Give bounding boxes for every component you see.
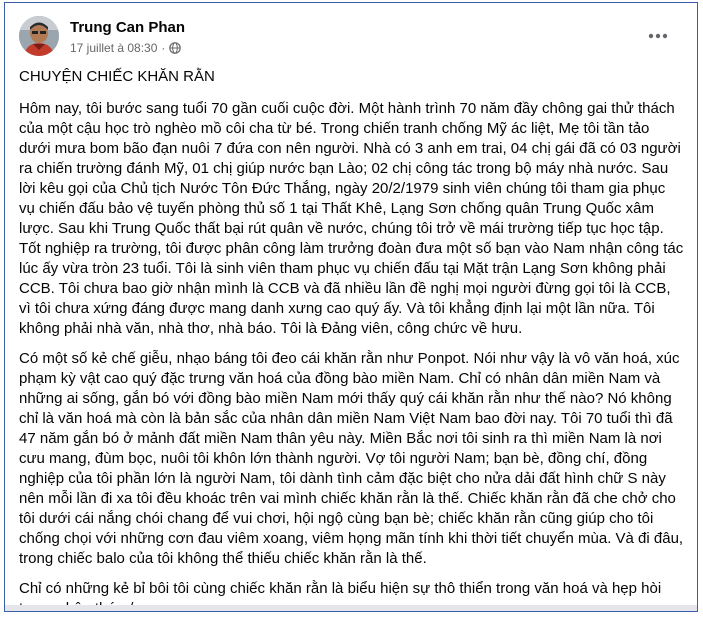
post-header <box>19 16 683 62</box>
post-meta <box>70 41 181 55</box>
globe-icon[interactable] <box>169 42 181 54</box>
author-name[interactable]: Trung Can Phan <box>70 19 186 36</box>
post-title: CHUYỆN CHIẾC KHĂN RẰN <box>19 68 215 85</box>
card-bottom-divider <box>5 605 697 611</box>
author-avatar[interactable] <box>19 16 59 56</box>
post-paragraph-3: Chỉ có những kẻ bỉ bôi tôi cùng chiếc khăn rằn là biểu hiện sự thô thiển trong văn hoá và hẹp hòi <box>19 580 662 597</box>
post-card <box>4 2 698 612</box>
more-options-icon[interactable] <box>643 24 673 48</box>
post-paragraph-1: Hôm nay, tôi bước sang tuổi 70 gần cuối cuộc đời. Một hành trình 70 năm đầy chông gai thử thách của một cậu học trò nghèo mồ côi cha từ bé. Trong chiến tranh chống Mỹ ác liệt, Mẹ tôi tần tảo dưới mưa bom bão đạn nuôi 7 đứa con nên người. Nhà có 3 anh em trai, 04 chị gái đã có 03 người ra chiến trường đánh Mỹ, 01 chị giúp nước bạn Lào; 02 chị công tác trong bộ máy nhà nước. Sau lời kêu gọi của Chủ tịch Nước Tôn Đức Thắng, ngày 20/2/1979 sinh viên chúng tôi tham gia phục vụ chiến đấu bảo vệ tuyến phòng thủ số 1 tại Thất Khê, Lạng Sơn chống quân Trung Quốc xâm lược. Sau khi Trung Quốc thất bại rút quân về nước, chúng tôi trở về mái trường tiếp tục học tập. Tốt nghiệp ra trường, tôi được phân công làm trưởng đoàn đưa một số bạn vào Nam nhận công tác lúc ấy vừa tròn 23 tuổi. Tôi là sinh viên tham phục vụ chiến đấu tại Mặt trận Lạng Sơn không phải CCB. Tôi chưa bao giờ nhận mình là CCB và đã nhiều lần đề nghị mọi người đừng gọi tôi là CCB, vì tôi chưa xứng đáng được mang danh xưng cao quý ấy. Và tôi khẳng định lại một lần nữa. Tôi không phải nhà văn, nhà thơ, nhà báo. Tôi là Đảng viên, công chức về hưu. <box>19 100 684 337</box>
post-body <box>19 67 685 612</box>
meta-separator: · <box>161 41 166 55</box>
post-paragraph-2: Có một số kẻ chế giễu, nhạo báng tôi đeo cái khăn rằn như Ponpot. Nói như vậy là vô văn hoá, xúc phạm kỳ vật cao quý đặc trưng văn hoá của đồng bào miền Nam. Chỉ có nhân dân miền Nam và những ai sống, gắn bó với đồng bào miền Nam mới thấy quý cái khăn rằn như thế nào? Nó không chỉ là văn hoá mà còn là bản sắc của nhân dân miền Nam Việt Nam bao đời nay. Tôi 70 tuổi thì đã 47 năm gắn bó ở mảnh đất miền Nam thân yêu này. Miền Bắc nơi tôi sinh ra thì miền Nam là nơi cưu mang, đùm bọc, nuôi tôi khôn lớn thành người. Vợ tôi người Nam; bạn bè, đồng chí, đồng nghiệp của tôi phần lớn là người Nam, tôi dành tình cảm đặc biệt cho nửa dải đất hình chữ S này nên mỗi lần đi xa tôi đều khoác trên vai mình chiếc khăn rằn là thế. Chiếc khăn rằn đã che chở cho tôi dưới cái nắng chói chang để vui chơi, hội ngộ cùng bạn bè; chiếc khăn rằn cũng giúp cho tôi chống chọi với những cơn đau viêm xoang, viêm họng mãn tính khi thời tiết chuyển mùa. Và đi đâu, trong chiếc balo của tôi không thể thiếu chiếc khăn rằn là thế. <box>19 350 684 567</box>
post-timestamp[interactable]: 17 juillet à 08:30 <box>70 41 158 55</box>
